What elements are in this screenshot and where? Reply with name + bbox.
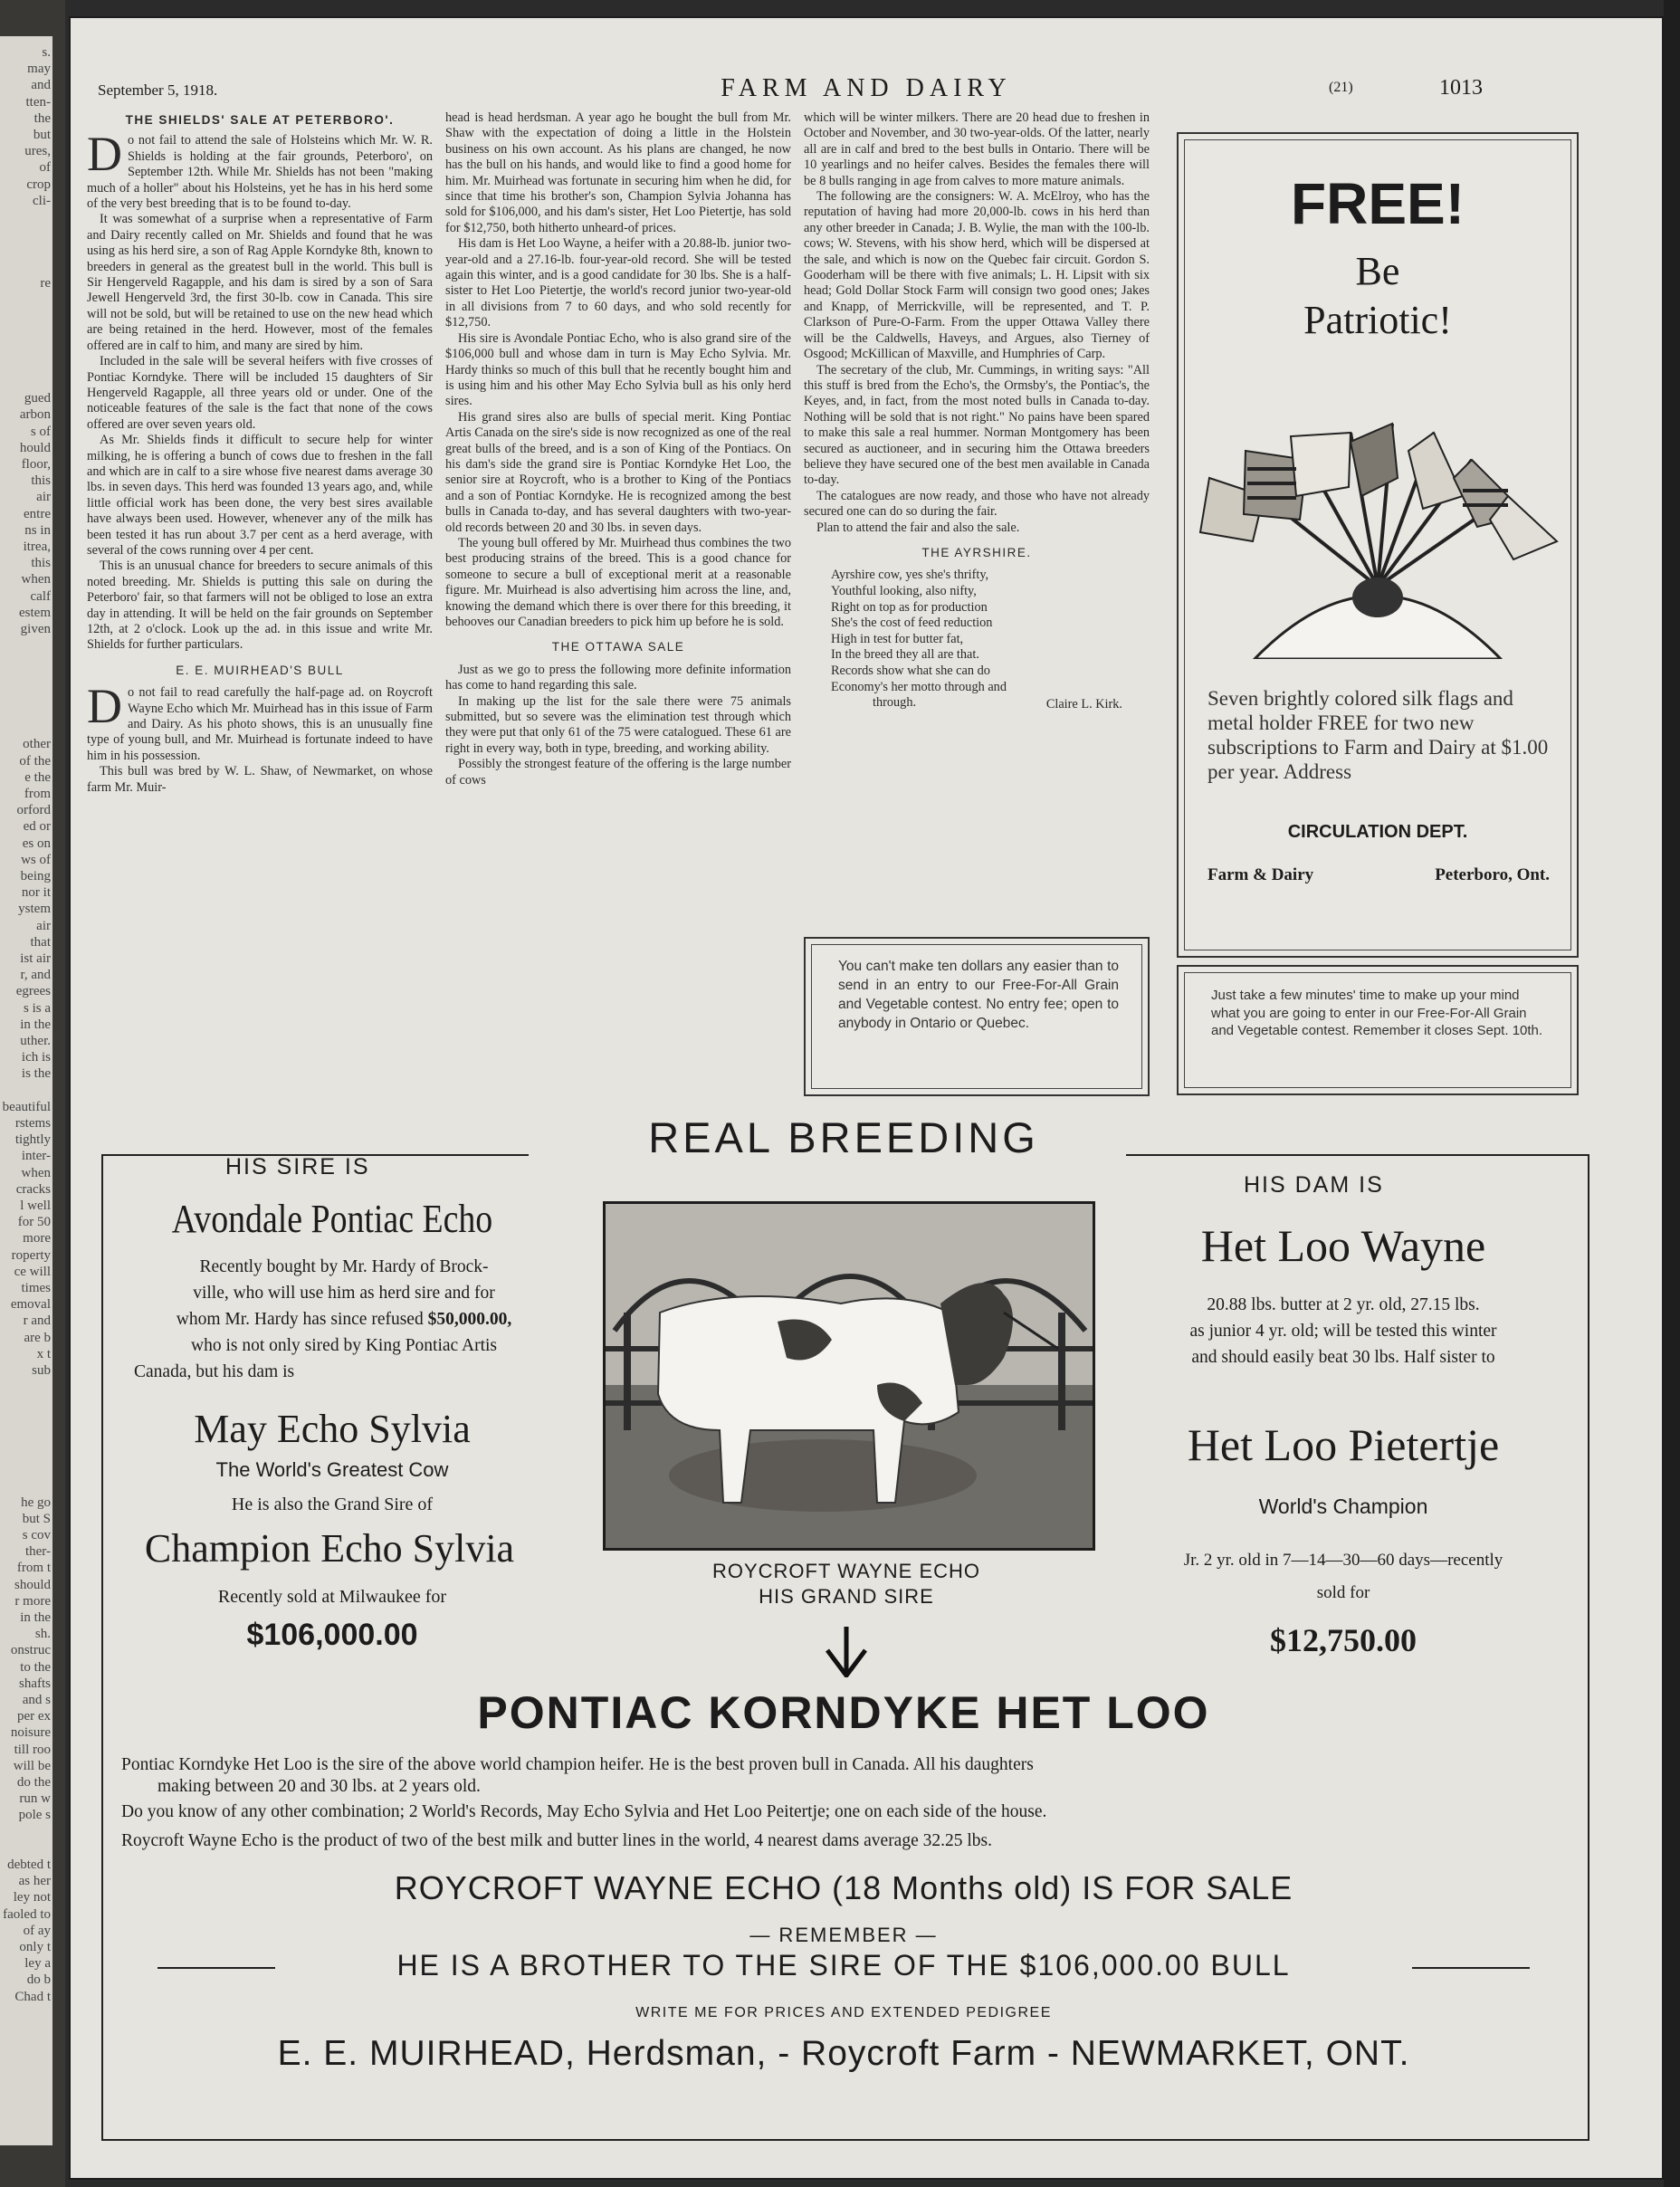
adjacent-page-fragment: s. (42, 45, 51, 60)
poem (804, 568, 1150, 712)
adjacent-page-fragment: e the (24, 769, 51, 785)
adjacent-page-fragment: ed or (23, 819, 51, 835)
reminder-text: Just take a few minutes' time to make up your mind what you are going to enter in our Free-For-All Grain and Vegetable contest. Remember it closes Sept. 10th. (1211, 988, 1543, 1038)
sold-milwaukee: Recently sold at Milwaukee for (217, 1587, 447, 1607)
write-me-line: WRITE ME FOR PRICES AND EXTENDED PEDIGREE (635, 2005, 1052, 2020)
page-header (69, 67, 1664, 103)
paragraph: head is head herdsman. A year ago he bought the bull from Mr. Shaw with the expectation of doing a little in the Holstein business on his own account. As his plans are changed, he now has the bull on his hands, and would like to find a good home for him. Mr. Muirhead was fortunate in securing him when he did, for since that time his brother's son, Champion Sylvia Johanna has sold for $106,000, and his dam's sister, Het Loo Pietertje, has sold for $12,750, both hitherto unheard-of prices. (445, 110, 791, 235)
adjacent-page-fragment: of (39, 160, 51, 176)
sire-line: Recently bought by Mr. Hardy of Brock- (199, 1257, 489, 1276)
adjacent-page-fragment: tightly (14, 1132, 51, 1148)
dam-line: and should easily beat 30 lbs. Half sister to (1191, 1348, 1495, 1367)
adjacent-page-fragment: estem (19, 605, 51, 620)
adjacent-page-fragment: sh. (34, 1627, 51, 1642)
sire-name: Avondale Pontiac Echo (171, 1197, 493, 1241)
sold-for: sold for (1316, 1583, 1370, 1602)
paragraph: The catalogues are now ready, and those who have not already secured one can do so during the fair. (804, 488, 1150, 520)
adjacent-page-fragment: pole s (18, 1808, 51, 1823)
poem-line: through. (873, 695, 917, 711)
contest-notice-text: You can't make ten dollars any easier than to send in an entry to our Free-For-All Grain and Vegetable contest. No entry fee; open to anybody in Ontario or Quebec. (838, 959, 1119, 1031)
contest-notice-box (804, 937, 1150, 1096)
bull-description-2: Do you know of any other combination; 2 World's Records, May Echo Sylvia and Het Loo Peitertje; one on each side of the house. (121, 1802, 1047, 1821)
article-title-muirhead-bull: E. E. MUIRHEAD'S BULL (176, 663, 344, 677)
drop-cap: D (87, 127, 122, 182)
adjacent-page-fragment: ich is (21, 1050, 51, 1065)
adjacent-page-fragment: from t (16, 1561, 51, 1576)
paragraph: This is an unusual chance for breeders to secure animals of this noted breeding. Mr. Shields is putting this sale on during the Peterboro' fair, so that farmers will not be obliged to lose an extra day in attending. It will be held on the fair grounds on September 12th, at 2 o'clock. Look up the ad. in this issue and write Mr. Shields for further particulars. (87, 559, 433, 653)
free-flags-ad (1177, 132, 1579, 958)
adjacent-page-fragment: being (20, 869, 51, 883)
poem-line: Records show what she can do (831, 663, 990, 678)
paragraph: Included in the sale will be several heifers with five crosses of Pontiac Korndyke. There will be included 15 daughters of Sir Hengerveld Ragapple, all three years old or under. One of the noticeable features of the sale is the fact that none of the cows offered are over seven years old. (87, 354, 433, 432)
adjacent-page-fragment: times (21, 1281, 51, 1295)
down-arrow-icon (824, 1627, 869, 1677)
paragraph: His dam is Het Loo Wayne, a heifer with a 20.88-lb. junior two-year-old and a 27.16-lb. four-year-old record. She will be tested again this winter, and is a good candidate for 30 lbs. She is a half-sister to Het Loo Pietertje, the world's record junior two-year-old in all divisions from 7 to 60 days, and who sold recently for $12,750. (445, 236, 791, 330)
sire-line (127, 1306, 561, 1332)
adjacent-page-fragment: he go (21, 1495, 51, 1510)
bull-description-1: Pontiac Korndyke Het Loo is the sire of the above world champion heifer. He is the best proven bull in Canada. All his daughters (121, 1755, 1034, 1774)
paragraph: His sire is Avondale Pontiac Echo, who is also grand sire of the $106,000 bull and whose dam in turn is May Echo Sylvia. Mr. Hardy thinks so much of this bull that he recently bought him and is using him and his other May Echo Sylvia bull as his only herd sires. (445, 330, 791, 409)
newspaper-page (69, 16, 1664, 2180)
sire-line-text: whom Mr. Hardy has since refused (176, 1310, 424, 1329)
adjacent-page-fragment: emoval (10, 1297, 51, 1313)
adjacent-page-fragment: air (36, 918, 51, 933)
paragraph: Possibly the strongest feature of the offering is the large number of cows (445, 757, 791, 788)
adjacent-page-fragment: of the (19, 753, 51, 769)
adjacent-page-fragment: in the (20, 1017, 51, 1032)
patriotic-text: Patriotic! (1303, 298, 1452, 342)
adjacent-page-fragment: orford (16, 803, 51, 818)
bull-photo (603, 1201, 1095, 1551)
bull-description-1b: making between 20 and 30 lbs. at 2 years old. (158, 1777, 481, 1796)
adjacent-page-fragment: faoled to (3, 1906, 51, 1922)
adjacent-page-fragment: Chad t (14, 1989, 51, 2004)
adjacent-page-fragment: ther- (24, 1544, 51, 1560)
adjacent-page-fragment: other (23, 737, 51, 752)
remember-line: — REMEMBER — (749, 1924, 938, 1946)
bull-description-3: Roycroft Wayne Echo is the product of two of the best milk and butter lines in the world, 4 nearest dams average 32.25 lbs. (121, 1831, 993, 1850)
dam-label: HIS DAM IS (1244, 1172, 1384, 1198)
adjacent-page-fragment: from (24, 787, 51, 801)
photo-caption: ROYCROFT WAYNE ECHO (711, 1560, 981, 1582)
photo-caption-sub: HIS GRAND SIRE (759, 1585, 934, 1608)
adjacent-page-fragment: ystem (18, 902, 51, 917)
free-headline: FREE! (1291, 171, 1465, 236)
adjacent-page-fragment: is the (21, 1066, 51, 1082)
rule-right (1412, 1967, 1530, 1969)
flags-offer-text: Seven brightly colored silk flags and metal holder FREE for two new subscriptions to Farm and Dairy at $1.00 per year. Address (1208, 687, 1549, 783)
bull-photo-drawing (606, 1204, 1093, 1548)
adjacent-page-fragment: when (21, 572, 51, 587)
adjacent-page-fragment: as her (18, 1874, 51, 1889)
sire-description (127, 1254, 561, 1385)
adjacent-page-fragment: crop (26, 177, 51, 192)
adjacent-page-fragment: do b (26, 1972, 51, 1988)
adjacent-page-fragment: arbon (19, 407, 51, 423)
adjacent-page-fragment: given (20, 622, 51, 636)
adjacent-page-fragment: shafts (19, 1676, 51, 1691)
poem-line: Right on top as for production (831, 599, 988, 615)
adjacent-page-fragment: of ay (23, 1923, 51, 1938)
adjacent-page-fragment: run w (19, 1791, 51, 1807)
paragraph: It was somewhat of a surprise when a representative of Farm and Dairy recently called on Mr. Shields and found that he was using as his herd sire, a son of Rag Apple Korndyke 8th, known to breeders in general as the greatest bull in the world. This bull is Sir Hengerveld Ragapple, and his dam is sired by a son of Sara Jewell Hengerveld 3rd, the first 30-lb. cow in Canada. This sire will not be sold, but will be retained to use on the new head which are being retained in the herd. However, most of the females offered are in calf to him, and many are sired by him. (87, 212, 433, 353)
paragraph: The following are the consigners: W. A. McElroy, who has the reputation of having had more 20,000-lb. cows in his herd than any other breeder in Canada; J. B. Wylie, the man with the 100-lb. cows; W. Stevens, with his show herd, which will be dispersed at the sale, and which is now on the Quebec fair circuit. Gordon S. Gooderham will be there with five animals; L. H. Lipsit with six head; Gold Dollar Stock Farm will consign two good ones; Jakes and Knapp, of Merrickville, will be represented, and T. P. Clarkson of Pure-O-Farm. From the upper Ottawa Valley there will be the Caldwells, Haveys, and Argues, also Tierney of Osgood; McKillican of Maxville, and Humphries of Carp. (804, 189, 1150, 362)
poem-line: Ayrshire cow, yes she's thrifty, (831, 568, 989, 583)
dam-line: 20.88 lbs. butter at 2 yr. old, 27.15 lbs. (1207, 1295, 1480, 1314)
adjacent-page-fragment: onstruc (10, 1643, 51, 1658)
paragraph: His grand sires also are bulls of special merit. King Pontiac Artis Canada on the sire's side is now recognized as one of the real great bulls of the breed, and is a son of King of the Pontiacs. On his dam's side the grand sire is Pontiac Korndyke Het Loo, the senior sire at Roycroft, who is a brother to King of the Pontiacs and a son of Pontiac Korndyke. He is recognized among the best bulls in Canada to-day, and has several daughters with two-year-old records between 20 and 30 lbs. in seven days. (445, 409, 791, 535)
sire-line: who is not only sired by King Pontiac Artis (191, 1336, 497, 1355)
adjacent-page-fragment: x t (36, 1346, 51, 1361)
adjacent-page-fragment: s of (30, 424, 51, 439)
adjacent-page-paper (0, 36, 52, 2145)
adjacent-page-fragment: the (33, 110, 51, 126)
dam-description (1099, 1292, 1588, 1370)
drop-cap: D (87, 679, 122, 734)
adjacent-page-fragment: per ex (16, 1709, 51, 1724)
sire-line: Canada, but his dam is (134, 1362, 295, 1381)
poem-line: Economy's her motto through and (831, 679, 1007, 694)
adjacent-page-fragment: do the (16, 1775, 51, 1790)
adjacent-page-fragment: r more (14, 1593, 51, 1609)
flags-illustration (1191, 360, 1564, 659)
adjacent-page-fragment: noisure (10, 1725, 51, 1741)
adjacent-page-fragment: tten- (25, 94, 51, 110)
adjacent-page-fragment: to the (20, 1659, 51, 1675)
adjacent-page-fragment: entre (24, 506, 51, 521)
adjacent-page-fragment: nor it (21, 885, 51, 901)
adjacent-page-fragment: roperty (11, 1247, 51, 1263)
adjacent-page-fragment: beautiful (2, 1099, 51, 1114)
paragraph: This bull was bred by W. L. Shaw, of Newmarket, on whose farm Mr. Muir- (87, 764, 433, 795)
for-sale-line: ROYCROFT WAYNE ECHO (18 Months old) IS FOR SALE (394, 1869, 1293, 1906)
publisher-name: Farm & Dairy (1208, 865, 1314, 884)
page-number: 1013 (1439, 76, 1483, 100)
grand-sire-of: He is also the Grand Sire of (231, 1495, 434, 1514)
adjacent-page-fragment: till roo (14, 1742, 51, 1757)
poem-author: Claire L. Kirk. (1045, 696, 1122, 711)
price-12750: $12,750.00 (1270, 1622, 1417, 1658)
poem-line: In the breed they all are that. (831, 647, 979, 663)
price-106000: $106,000.00 (246, 1618, 418, 1652)
adjacent-page-fragment: air (36, 490, 51, 505)
dam-name: Het Loo Wayne (1200, 1220, 1486, 1271)
adjacent-page-fragment: l well (20, 1199, 51, 1213)
adjacent-page-fragment: floor, (21, 457, 51, 472)
adjacent-page-fragment: hould (19, 440, 51, 455)
adjacent-page-fragment: s cov (22, 1528, 51, 1542)
adjacent-page-fragment: and (31, 78, 51, 93)
adjacent-page-fragment: but S (22, 1511, 51, 1526)
adjacent-page-fragment: may (27, 62, 51, 77)
poem-line: High in test for butter fat, (831, 631, 964, 646)
reminder-box (1177, 965, 1579, 1095)
adjacent-page-fragment: when (21, 1165, 51, 1180)
adjacent-page-fragment: uther. (20, 1034, 51, 1048)
adjacent-page-fragment: r, and (20, 968, 51, 983)
sire-label: HIS SIRE IS (225, 1154, 370, 1179)
adjacent-page-fragment: for 50 (17, 1215, 51, 1230)
paragraph: which will be winter milkers. There are 20 head due to freshen in October and November, and 30 two-year-olds. Of the latter, nearly all are in calf and bred to the best bulls in Ontario. There will be 10 yearlings and no heifer calves. Besides the females there will be 8 bulls ranging in age from calves to more mature animals. (804, 110, 1150, 188)
adjacent-page-fragment: cracks (15, 1181, 51, 1197)
adjacent-page-fragment: rstems (14, 1116, 51, 1131)
adjacent-page-fragment: ce will (14, 1264, 51, 1279)
issue-date: September 5, 1918. (98, 81, 218, 99)
be-text: Be (1355, 249, 1400, 293)
adjacent-page-fragment: ws of (21, 852, 51, 867)
adjacent-page-fragment: itrea, (23, 540, 51, 554)
adjacent-page-fragment: ley not (13, 1890, 51, 1905)
adjacent-page-fragment: that (30, 934, 51, 950)
dam-line: as junior 4 yr. old; will be tested this winter (1189, 1322, 1497, 1341)
paragraph: The secretary of the club, Mr. Cummings, in writing says: "All this stuff is bred from the Echo's, the Ormsby's, the Pontiac's, the Keyes, and, in fact, from the most noted bulls in Canada to-day. Nothing will be sold that is not right." No pains have been spared to make this sale a real hummer. Norman Montgomery has been secured as auctioneer, and in securing him the Ottawa breeders believe they have secured one of the best men available in Canada to-day. (804, 362, 1150, 488)
poem-line: She's the cost of feed reduction (831, 616, 993, 631)
flag-holder-hand (1352, 578, 1403, 617)
adjacent-page-fragment: inter- (21, 1149, 51, 1164)
poem-line: Youthful looking, also nifty, (831, 583, 977, 598)
page-number-paren: (21) (1329, 80, 1353, 95)
adjacent-page-fragment: calf (30, 588, 51, 604)
adjacent-page-fragment: sub (32, 1363, 51, 1378)
paragraph: Just as we go to press the following more definite information has come to hand regarding this sale. (445, 662, 791, 693)
champion-echo-sylvia: Champion Echo Sylvia (144, 1526, 515, 1571)
brother-line: HE IS A BROTHER TO THE SIRE OF THE $106,000.00 BULL (396, 1949, 1291, 1982)
article-column-1 (87, 107, 433, 1089)
adjacent-page-fragment: cli- (33, 193, 51, 208)
paragraph: In making up the list for the sale there were 75 animals submitted, but so severe was the elimination test through which they were put that only 61 of the 75 were catalogued. These 61 are right in every way, both in type, breeding, and working ability. (445, 693, 791, 756)
article-column-3 (804, 110, 1150, 925)
worlds-greatest-cow: The World's Greatest Cow (215, 1458, 449, 1481)
paragraph: As Mr. Shields finds it difficult to secure help for winter milking, he is offering a bunch of cows due to freshen in the fall and which are in calf to a sire whose five nearest dams average 30 lbs. in seven days. This herd was founded 13 years ago, and, while little official work has been done, the very best sires available have always been used. However, whenever any of the milk has been tested it has run about 3.7 per cent as a herd average, with several of the cows running over 4 per cent. (87, 433, 433, 558)
real-breeding-ad (94, 1107, 1586, 2137)
worlds-champion: World's Champion (1258, 1495, 1428, 1518)
paragraph: Plan to attend the fair and also the sale. (816, 520, 1020, 535)
adjacent-page-fragment: but (33, 128, 51, 142)
adjacent-page-fragment: gued (24, 391, 51, 406)
refused-amount: $50,000.00, (427, 1310, 512, 1329)
sire-line: ville, who will use him as herd sire and for (193, 1284, 495, 1303)
adjacent-page-fragment: more (23, 1231, 51, 1246)
paragraph: The young bull offered by Mr. Muirhead thus combines the two best producing strains of the breed. This is a good chance for someone to secure a bull of exceptional merit at a reasonable figure. Mr. Muirhead is also advertising him across the line, and, knowing the demand which there is over there for this breeding, it behooves our Canadian breeders to pick him up before he is sold. (445, 535, 791, 629)
paragraph: o not fail to read carefully the half-page ad. on Roycroft Wayne Echo which Mr. Muirhead has in this issue of Farm and Dairy. As his photo shows, this is an unusually fine type of young bull, and Mr. Muirhead is fortunate indeed to have him in his possession. (87, 685, 433, 763)
advertiser-signature: E. E. MUIRHEAD, Herdsman, - Roycroft Farm - NEWMARKET, ONT. (277, 2034, 1410, 2073)
adjacent-page-strip (0, 0, 65, 2187)
adjacent-page-fragment: ist air (20, 951, 51, 966)
adjacent-page-fragment: only t (19, 1940, 51, 1954)
circulation-dept: CIRCULATION DEPT. (1287, 822, 1468, 842)
may-echo-sylvia: May Echo Sylvia (194, 1407, 471, 1451)
paragraph: o not fail to attend the sale of Holsteins which Mr. W. R. Shields is holding at the fair grounds, Peterboro', on September 12th. While Mr. Shields has not been "making much of a holler" about his Holsteins, yet he has in his herd some of the very best breeding that is to be found to-day. (87, 133, 433, 212)
adjacent-page-fragment: debted t (7, 1858, 51, 1872)
adjacent-page-fragment: should (14, 1577, 51, 1592)
masthead: FARM AND DAIRY (721, 74, 1012, 102)
adjacent-page-fragment: this (31, 473, 51, 489)
adjacent-page-fragment: egrees (15, 984, 51, 999)
scan-right-edge (1664, 0, 1680, 2187)
article-column-2 (445, 110, 791, 1089)
poem-title: THE AYRSHIRE. (921, 545, 1032, 559)
adjacent-page-fragment: are b (24, 1330, 51, 1345)
adjacent-page-fragment: es on (22, 836, 51, 851)
adjacent-page-fragment: will be (13, 1758, 51, 1773)
adjacent-page-fragment: this (31, 556, 51, 571)
bull-name-headline: PONTIAC KORNDYKE HET LOO (477, 1687, 1210, 1738)
het-loo-pietertje: Het Loo Pietertje (1187, 1419, 1500, 1470)
ad-headline: REAL BREEDING (648, 1113, 1039, 1161)
adjacent-page-fragment: ley a (24, 1956, 51, 1972)
jr-record: Jr. 2 yr. old in 7—14—30—60 days—recently (1183, 1551, 1503, 1570)
publisher-city: Peterboro, Ont. (1435, 865, 1550, 884)
adjacent-page-fragment: in the (20, 1610, 51, 1625)
adjacent-page-fragment: s is a (24, 1000, 51, 1016)
adjacent-page-fragment: ns in (24, 522, 51, 538)
adjacent-page-fragment: r and (23, 1313, 51, 1329)
article-title-shields-sale: THE SHIELDS' SALE AT PETERBORO'. (125, 113, 395, 127)
adjacent-page-fragment: and s (22, 1693, 51, 1707)
article-title-ottawa-sale: THE OTTAWA SALE (551, 640, 685, 654)
adjacent-page-fragment: ures, (24, 144, 51, 159)
adjacent-page-fragment: re (40, 275, 51, 291)
